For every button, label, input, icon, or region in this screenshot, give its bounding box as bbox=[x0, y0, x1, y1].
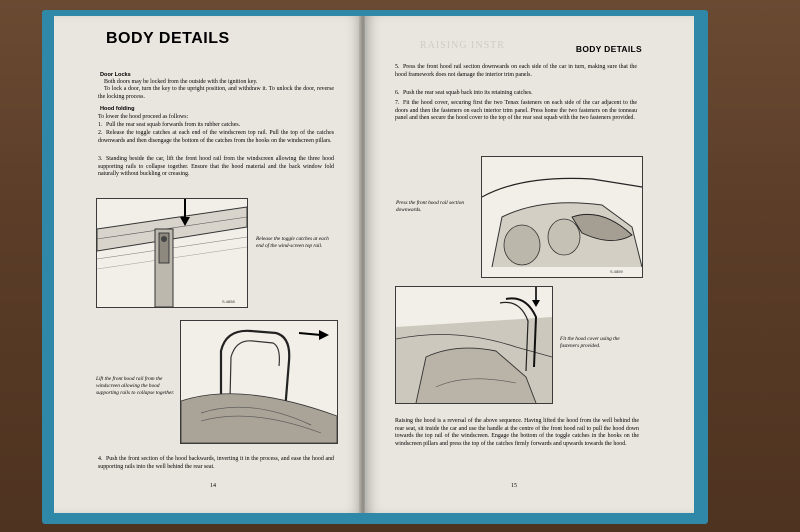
step-number: 6. bbox=[395, 90, 400, 96]
step-text: Push the front section of the hood backwards, inverting it in the process, and ease the hood and supporting rails into the well behind the rear seat. bbox=[98, 456, 334, 470]
step-number: 4. bbox=[98, 456, 103, 462]
page-number-right: 15 bbox=[511, 483, 517, 489]
page-number-left: 14 bbox=[210, 483, 216, 489]
caption-press-rail: Press the front hood rail section downwards. bbox=[396, 200, 465, 213]
step-text: Pull the rear seat squab forwards from its rubber catches. bbox=[106, 122, 241, 128]
page-title: BODY DETAILS bbox=[106, 30, 230, 47]
step-number: 7. bbox=[395, 100, 400, 106]
svg-text:S.4859: S.4859 bbox=[610, 269, 623, 274]
raising-paragraph: Raising the hood is a reversal of the above sequence. Having lifted the hood from the well behind the rear seat, sit inside the car and use the handle at the centre of the front hood rail to pull the hood down towards the top rail of the windscreen. Engage the bottom of the toggle catches in the hooks on the windscreen pillars and press the top of the catches firmly forwards and upwards towards the hood. bbox=[395, 418, 639, 447]
step-text: Standing beside the car, lift the front hood rail from the windscreen allowing the three hood supporting rails to collapse together. Ensure that the hood material and the back window fold naturally without buckling or creasing. bbox=[98, 156, 334, 178]
hood-rail-drawing bbox=[181, 321, 337, 443]
step-number: 2. bbox=[98, 130, 103, 136]
list-item bbox=[395, 90, 637, 98]
step-text: Press the front hood rail section downwards on each side of the car in turn, making sure that the hood framework does not damage the interior trim panels. bbox=[395, 64, 637, 78]
step-number: 5. bbox=[395, 64, 400, 70]
toggle-catch-drawing bbox=[97, 199, 247, 307]
hood-cover-drawing bbox=[396, 287, 552, 403]
caption-toggle-catches: Release the toggle catches at each end of the wind-screen top rail. bbox=[256, 236, 329, 249]
caption-fit-cover: Fit the hood cover using the fasteners provided. bbox=[560, 336, 620, 349]
press-rail-illustration bbox=[481, 156, 643, 278]
door-locks-heading: Door Locks bbox=[100, 72, 131, 78]
door-locks-paragraph-1: Both doors may be locked from the outside with the ignition key. bbox=[104, 79, 258, 85]
list-item bbox=[98, 130, 334, 145]
hood-rail-illustration bbox=[180, 320, 338, 444]
show-through-text: RAISING INSTR bbox=[420, 40, 505, 51]
list-item bbox=[395, 64, 637, 79]
page-title-right: BODY DETAILS bbox=[575, 44, 642, 54]
list-item bbox=[98, 456, 334, 471]
step-number: 3. bbox=[98, 156, 103, 162]
caption-lift-rail: Lift the front hood rail from the windscreen allowing the hood supporting rails to collapse together. bbox=[96, 376, 175, 396]
hood-cover-illustration bbox=[395, 286, 553, 404]
svg-text:S.4858: S.4858 bbox=[222, 299, 235, 304]
list-item bbox=[98, 122, 334, 130]
toggle-catch-illustration bbox=[96, 198, 248, 308]
door-locks-paragraph-2: To lock a door, turn the key to the upright position, and withdraw it. To unlock the door, reverse the locking process. bbox=[98, 86, 334, 100]
list-item bbox=[98, 156, 334, 179]
step-text: Push the rear seat squab back into its retaining catches. bbox=[403, 90, 533, 96]
step-text: Fit the hood cover, securing first the two Tenax fasteners on each side of the car adjacent to the doors and then the fasteners on each interior trim panel. Press home the two fasteners on the tonneau panel and then secure the hood cover to the top of the rear seat squab with the two fasteners provided. bbox=[395, 100, 637, 122]
hood-intro: To lower the hood proceed as follows: bbox=[98, 114, 189, 120]
step-number: 1. bbox=[98, 122, 103, 128]
hood-folding-heading: Hood folding bbox=[100, 106, 135, 112]
list-item bbox=[395, 100, 637, 123]
press-rail-drawing bbox=[482, 157, 642, 277]
step-text: Release the toggle catches at each end of the windscreen top rail. Pull the top of the catches downwards and then disengage the bottom of the catches from the hooks on the windscreen pillars. bbox=[98, 130, 334, 144]
